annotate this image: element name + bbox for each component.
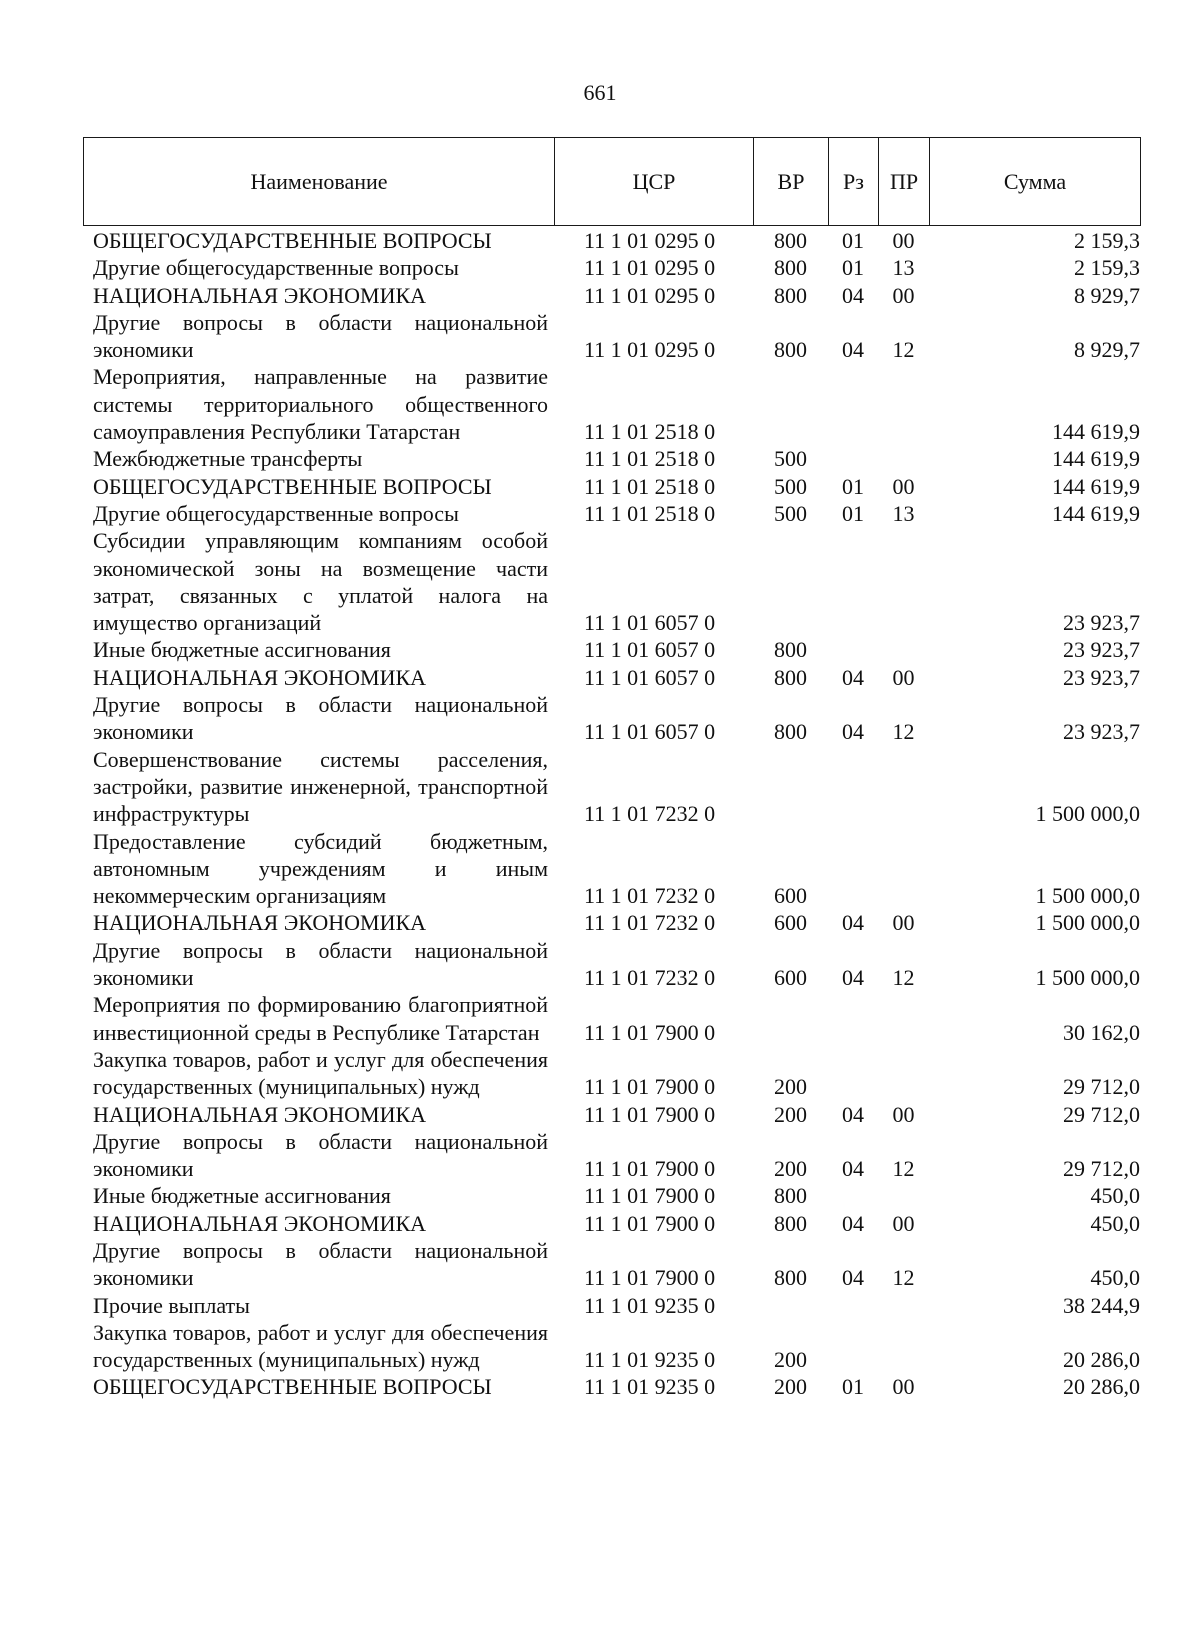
- cell-name: Предоставление субсидий бюджетным, автономным учреждениям и иным некоммерческим организациям: [93, 828, 548, 909]
- cell-csr: 11 1 01 7900 0: [584, 1074, 716, 1100]
- cell-vr: 800: [774, 1183, 807, 1209]
- cell-rz: [828, 527, 878, 636]
- table-row: [83, 254, 1140, 281]
- cell-name: НАЦИОНАЛЬНАЯ ЭКОНОМИКА: [93, 1210, 427, 1236]
- cell-rz: [828, 746, 878, 828]
- cell-sum: 23 923,7: [1063, 637, 1140, 663]
- cell-rz: 01: [842, 500, 864, 526]
- cell-csr: 11 1 01 2518 0: [584, 500, 716, 526]
- cell-pr: [878, 1292, 929, 1319]
- cell-pr: [878, 445, 929, 472]
- cell-pr: 00: [892, 1210, 915, 1236]
- cell-name: ОБЩЕГОСУДАРСТВЕННЫЕ ВОПРОСЫ: [93, 1374, 492, 1400]
- cell-csr: 11 1 01 7232 0: [584, 910, 716, 936]
- cell-rz: [828, 363, 878, 445]
- cell-pr: 12: [892, 1156, 915, 1182]
- table-row: [83, 1210, 1140, 1237]
- cell-rz: 01: [842, 473, 864, 499]
- cell-sum: 2 159,3: [1074, 228, 1140, 253]
- cell-csr: 11 1 01 0295 0: [584, 255, 716, 281]
- cell-sum: 29 712,0: [1063, 1101, 1140, 1127]
- table-row: [83, 636, 1140, 663]
- cell-pr: 12: [892, 719, 915, 745]
- cell-csr: 11 1 01 9235 0: [584, 1347, 716, 1373]
- table-row: [83, 363, 1140, 445]
- cell-vr: [753, 527, 828, 636]
- cell-name: НАЦИОНАЛЬНАЯ ЭКОНОМИКА: [93, 282, 427, 308]
- cell-rz: [828, 991, 878, 1046]
- cell-rz: [828, 828, 878, 910]
- table-row: [83, 1101, 1140, 1128]
- table-header: [83, 137, 1141, 226]
- cell-rz: 04: [842, 719, 864, 745]
- cell-rz: [828, 636, 878, 663]
- cell-pr: 00: [892, 1374, 915, 1400]
- table-row: [83, 445, 1140, 472]
- table-row: [83, 828, 1140, 910]
- cell-vr: 500: [774, 500, 807, 526]
- cell-csr: 11 1 01 7232 0: [584, 883, 716, 909]
- cell-name: НАЦИОНАЛЬНАЯ ЭКОНОМИКА: [93, 664, 427, 690]
- cell-rz: 04: [842, 282, 864, 308]
- cell-rz: 04: [842, 1265, 864, 1291]
- header-pr: ПР: [879, 138, 930, 226]
- cell-csr: 11 1 01 6057 0: [584, 637, 716, 663]
- cell-csr: 11 1 01 7900 0: [584, 1019, 716, 1045]
- table-row: [83, 1046, 1140, 1101]
- cell-vr: 800: [774, 228, 807, 253]
- cell-sum: 20 286,0: [1063, 1347, 1140, 1373]
- cell-sum: 450,0: [1090, 1265, 1140, 1291]
- cell-csr: 11 1 01 7900 0: [584, 1265, 716, 1291]
- cell-csr: 11 1 01 9235 0: [584, 1374, 716, 1400]
- cell-pr: [878, 1319, 929, 1374]
- table-row: [83, 1292, 1140, 1319]
- cell-rz: 04: [842, 664, 864, 690]
- cell-vr: 200: [774, 1347, 807, 1373]
- cell-pr: [878, 746, 929, 828]
- cell-sum: 38 244,9: [1063, 1292, 1140, 1318]
- cell-sum: 1 500 000,0: [1035, 801, 1140, 827]
- cell-name: НАЦИОНАЛЬНАЯ ЭКОНОМИКА: [93, 910, 427, 936]
- table-row: [83, 1319, 1140, 1374]
- cell-pr: [878, 363, 929, 445]
- cell-vr: 200: [774, 1074, 807, 1100]
- table-row: [83, 1373, 1140, 1400]
- cell-name: Другие общегосударственные вопросы: [93, 255, 459, 281]
- cell-rz: [828, 1046, 878, 1101]
- cell-sum: 30 162,0: [1063, 1019, 1140, 1045]
- cell-rz: [828, 1292, 878, 1319]
- cell-sum: 450,0: [1090, 1210, 1140, 1236]
- cell-vr: [753, 991, 828, 1046]
- cell-vr: 800: [774, 282, 807, 308]
- cell-csr: 11 1 01 2518 0: [584, 419, 716, 445]
- table-row: [83, 527, 1140, 636]
- cell-rz: 04: [842, 1210, 864, 1236]
- cell-name: Закупка товаров, работ и услуг для обеспечения государственных (муниципальных) нужд: [93, 1319, 548, 1373]
- cell-vr: [753, 363, 828, 445]
- cell-pr: 00: [892, 664, 915, 690]
- cell-sum: 23 923,7: [1063, 719, 1140, 745]
- cell-sum: 2 159,3: [1074, 255, 1140, 281]
- cell-rz: 04: [842, 1101, 864, 1127]
- cell-rz: [828, 445, 878, 472]
- cell-sum: 29 712,0: [1063, 1074, 1140, 1100]
- cell-rz: 01: [842, 228, 864, 253]
- cell-sum: 20 286,0: [1063, 1374, 1140, 1400]
- cell-vr: 600: [774, 910, 807, 936]
- cell-vr: 800: [774, 1210, 807, 1236]
- cell-pr: 13: [892, 500, 915, 526]
- table-row: [83, 909, 1140, 936]
- cell-vr: 800: [774, 719, 807, 745]
- cell-name: Иные бюджетные ассигнования: [93, 1183, 391, 1209]
- header-sum: Сумма: [930, 138, 1141, 226]
- cell-sum: 450,0: [1090, 1183, 1140, 1209]
- cell-vr: 800: [774, 255, 807, 281]
- cell-vr: 800: [774, 637, 807, 663]
- table-row: [83, 309, 1140, 364]
- cell-csr: 11 1 01 0295 0: [584, 337, 716, 363]
- cell-pr: 12: [892, 1265, 915, 1291]
- cell-vr: 500: [774, 473, 807, 499]
- cell-name: Мероприятия по формированию благоприятной инвестиционной среды в Республике Татарстан: [93, 992, 548, 1045]
- cell-pr: 00: [892, 910, 915, 936]
- cell-name: Прочие выплаты: [93, 1292, 250, 1318]
- cell-sum: 23 923,7: [1063, 664, 1140, 690]
- cell-vr: 200: [774, 1374, 807, 1400]
- cell-rz: 04: [842, 1156, 864, 1182]
- table-row: [83, 500, 1140, 527]
- cell-vr: 600: [774, 883, 807, 909]
- cell-sum: 1 500 000,0: [1035, 910, 1140, 936]
- cell-name: Межбюджетные трансферты: [93, 446, 363, 472]
- cell-sum: 1 500 000,0: [1035, 965, 1140, 991]
- cell-pr: 12: [892, 337, 915, 363]
- cell-csr: 11 1 01 0295 0: [584, 228, 716, 253]
- table-row: [83, 1182, 1140, 1209]
- cell-name: Иные бюджетные ассигнования: [93, 637, 391, 663]
- table-row: [83, 227, 1140, 254]
- cell-vr: 500: [774, 446, 807, 472]
- cell-csr: 11 1 01 7900 0: [584, 1183, 716, 1209]
- header-name: Наименование: [84, 138, 555, 226]
- cell-pr: 00: [892, 282, 915, 308]
- cell-name: Другие общегосударственные вопросы: [93, 500, 459, 526]
- cell-rz: 04: [842, 910, 864, 936]
- cell-vr: 200: [774, 1101, 807, 1127]
- cell-vr: 800: [774, 1265, 807, 1291]
- cell-name: ОБЩЕГОСУДАРСТВЕННЫЕ ВОПРОСЫ: [93, 228, 492, 253]
- cell-rz: 01: [842, 1374, 864, 1400]
- table-row: [83, 473, 1140, 500]
- cell-sum: 8 929,7: [1074, 337, 1140, 363]
- cell-pr: [878, 527, 929, 636]
- page-number: 661: [583, 80, 617, 105]
- cell-sum: 29 712,0: [1063, 1156, 1140, 1182]
- table-row: [83, 691, 1140, 746]
- cell-csr: 11 1 01 2518 0: [584, 473, 716, 499]
- cell-csr: 11 1 01 7232 0: [584, 965, 716, 991]
- cell-csr: 11 1 01 0295 0: [584, 282, 716, 308]
- cell-rz: 04: [842, 965, 864, 991]
- cell-name: ОБЩЕГОСУДАРСТВЕННЫЕ ВОПРОСЫ: [93, 473, 492, 499]
- table-row: [83, 1128, 1140, 1183]
- budget-table: [83, 227, 1140, 1401]
- cell-name: Другие вопросы в области национальной экономики: [93, 309, 548, 363]
- cell-sum: 144 619,9: [1052, 500, 1140, 526]
- cell-csr: 11 1 01 7900 0: [584, 1210, 716, 1236]
- cell-csr: 11 1 01 6057 0: [584, 719, 716, 745]
- cell-pr: 00: [892, 228, 915, 253]
- header-csr: ЦСР: [555, 138, 754, 226]
- cell-name: НАЦИОНАЛЬНАЯ ЭКОНОМИКА: [93, 1101, 427, 1127]
- header-rz: Рз: [829, 138, 879, 226]
- cell-sum: 8 929,7: [1074, 282, 1140, 308]
- cell-sum: 144 619,9: [1052, 473, 1140, 499]
- cell-name: Другие вопросы в области национальной экономики: [93, 692, 548, 745]
- cell-csr: 11 1 01 6057 0: [584, 664, 716, 690]
- cell-name: Закупка товаров, работ и услуг для обеспечения государственных (муниципальных) нужд: [93, 1046, 548, 1100]
- cell-rz: [828, 1319, 878, 1374]
- cell-pr: 13: [892, 255, 915, 281]
- cell-vr: [753, 1292, 828, 1319]
- cell-name: Совершенствование системы расселения, застройки, развитие инженерной, транспортной инфраструктуры: [93, 746, 548, 827]
- cell-pr: 00: [892, 1101, 915, 1127]
- cell-name: Другие вопросы в области национальной экономики: [93, 937, 548, 991]
- cell-sum: 1 500 000,0: [1035, 883, 1140, 909]
- cell-csr: 11 1 01 9235 0: [584, 1292, 716, 1318]
- cell-name: Субсидии управляющим компаниям особой экономической зоны на возмещение части затрат, связанных с уплатой налога на имущество организаций: [93, 528, 548, 636]
- cell-sum: 144 619,9: [1052, 419, 1140, 445]
- table-row: [83, 664, 1140, 691]
- cell-pr: [878, 991, 929, 1046]
- cell-rz: [828, 1182, 878, 1209]
- cell-vr: 200: [774, 1156, 807, 1182]
- cell-vr: 600: [774, 965, 807, 991]
- cell-name: Другие вопросы в области национальной экономики: [93, 1237, 548, 1291]
- table-row: [83, 991, 1140, 1046]
- cell-rz: 01: [842, 255, 864, 281]
- cell-pr: 12: [892, 965, 915, 991]
- cell-name: Другие вопросы в области национальной экономики: [93, 1128, 548, 1182]
- cell-vr: 800: [774, 337, 807, 363]
- cell-csr: 11 1 01 7900 0: [584, 1156, 716, 1182]
- cell-sum: 23 923,7: [1063, 610, 1140, 636]
- cell-name: Мероприятия, направленные на развитие системы территориального общественного самоуправления Республики Татарстан: [93, 364, 548, 445]
- header-vr: ВР: [754, 138, 829, 226]
- table-row: [83, 282, 1140, 309]
- cell-pr: [878, 1046, 929, 1101]
- cell-vr: [753, 746, 828, 828]
- cell-sum: 144 619,9: [1052, 446, 1140, 472]
- table-row: [83, 1237, 1140, 1292]
- cell-csr: 11 1 01 7232 0: [584, 801, 716, 827]
- cell-csr: 11 1 01 7900 0: [584, 1101, 716, 1127]
- table-row: [83, 746, 1140, 828]
- cell-csr: 11 1 01 2518 0: [584, 446, 716, 472]
- cell-csr: 11 1 01 6057 0: [584, 610, 716, 636]
- table-row: [83, 937, 1140, 992]
- cell-pr: 00: [892, 473, 915, 499]
- cell-vr: 800: [774, 664, 807, 690]
- cell-pr: [878, 1182, 929, 1209]
- cell-rz: 04: [842, 337, 864, 363]
- cell-pr: [878, 636, 929, 663]
- cell-pr: [878, 828, 929, 910]
